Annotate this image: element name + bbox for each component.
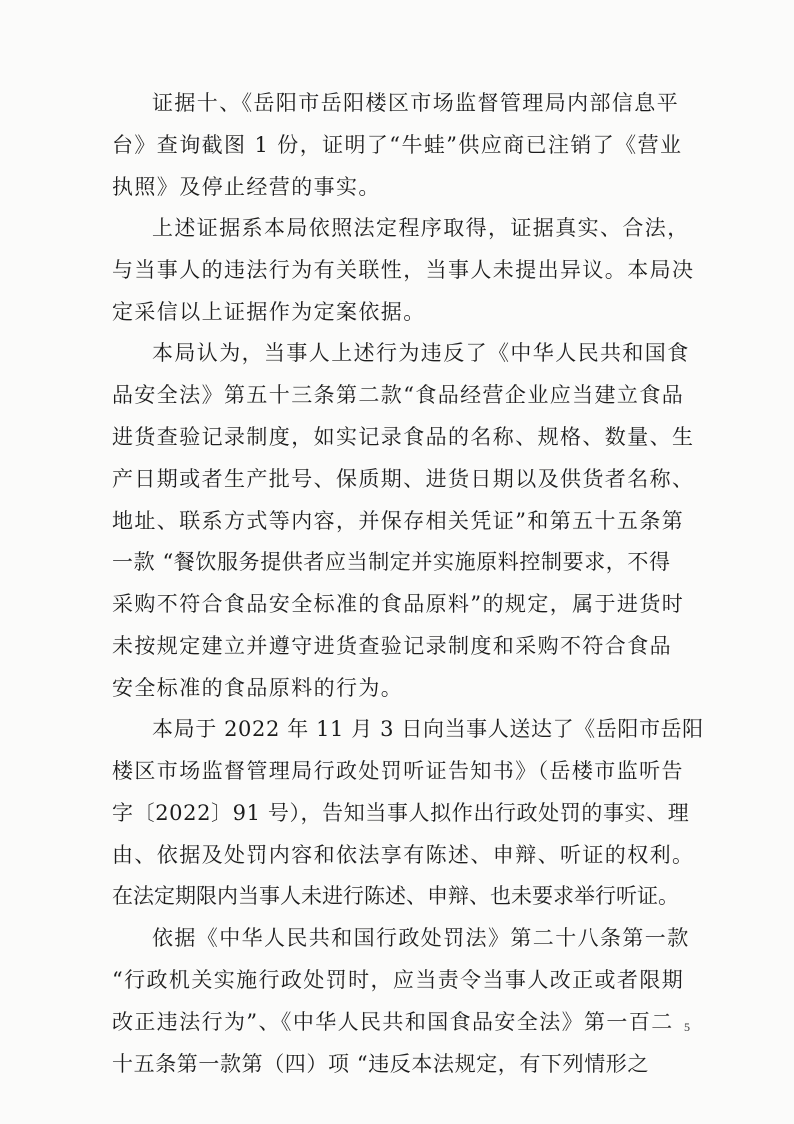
paragraph-line: 由、依据及处罚内容和依法享有陈述、申辩、听证的权利。 [112, 843, 695, 867]
paragraph-line: 字〔2022〕91 号），告知当事人拟作出行政处罚的事实、理 [112, 801, 690, 825]
paragraph-line: 台》查询截图 1 份，证明了“牛蛙”供应商已注销了《营业 [112, 133, 683, 157]
paragraph-line: 改正违法行为”、《中华人民共和国食品安全法》第一百二 [112, 1010, 674, 1034]
paragraph-line: 定采信以上证据作为定案依据。 [112, 300, 426, 324]
paragraph-line: 进货查验记录制度，如实记录食品的名称、规格、数量、生 [112, 425, 695, 449]
paragraph-line: 地址、联系方式等内容，并保存相关凭证”和第五十五条第 [112, 509, 685, 533]
paragraph-line: 本局认为，当事人上述行为违反了《中华人民共和国食 [152, 341, 690, 365]
paragraph-line: 依据《中华人民共和国行政处罚法》第二十八条第一款 [152, 926, 690, 950]
paragraph-line: 未按规定建立并遵守进货查验记录制度和采购不符合食品 [112, 634, 672, 658]
paragraph-line: 上述证据系本局依照法定程序取得，证据真实、合法， [152, 216, 690, 240]
paragraph-line: 在法定期限内当事人未进行陈述、申辩、也未要求举行听证。 [112, 884, 679, 908]
paragraph-line: 与当事人的违法行为有关联性，当事人未提出异议。本局决 [112, 258, 695, 282]
paragraph-line: 一款 “餐饮服务提供者应当制定并实施原料控制要求，不得 [112, 550, 671, 574]
paragraph-line: 楼区市场监督管理局行政处罚听证告知书》（岳楼市监听告 [112, 759, 684, 783]
paragraph-line: 十五条第一款第（四）项 “违反本法规定，有下列情形之 [112, 1052, 650, 1076]
paragraph-line: 本局于 2022 年 11 月 3 日向当事人送达了《岳阳市岳阳 [152, 717, 704, 741]
paragraph-line: 采购不符合食品安全标准的食品原料”的规定，属于进货时 [112, 592, 685, 616]
paragraph-line: 产日期或者生产批号、保质期、进货日期以及供货者名称、 [112, 467, 695, 491]
paragraph-line: 品安全法》第五十三条第二款“食品经营企业应当建立食品 [112, 383, 685, 407]
paragraph-line: “行政机关实施行政处罚时，应当责令当事人改正或者限期 [112, 968, 685, 992]
paragraph-line: 安全标准的食品原料的行为。 [112, 676, 404, 700]
paragraph-line: 证据十、《岳阳市岳阳楼区市场监督管理局内部信息平 [152, 91, 680, 115]
page-number: 5 [684, 1020, 690, 1034]
paragraph-line: 执照》及停止经营的事实。 [112, 175, 381, 199]
